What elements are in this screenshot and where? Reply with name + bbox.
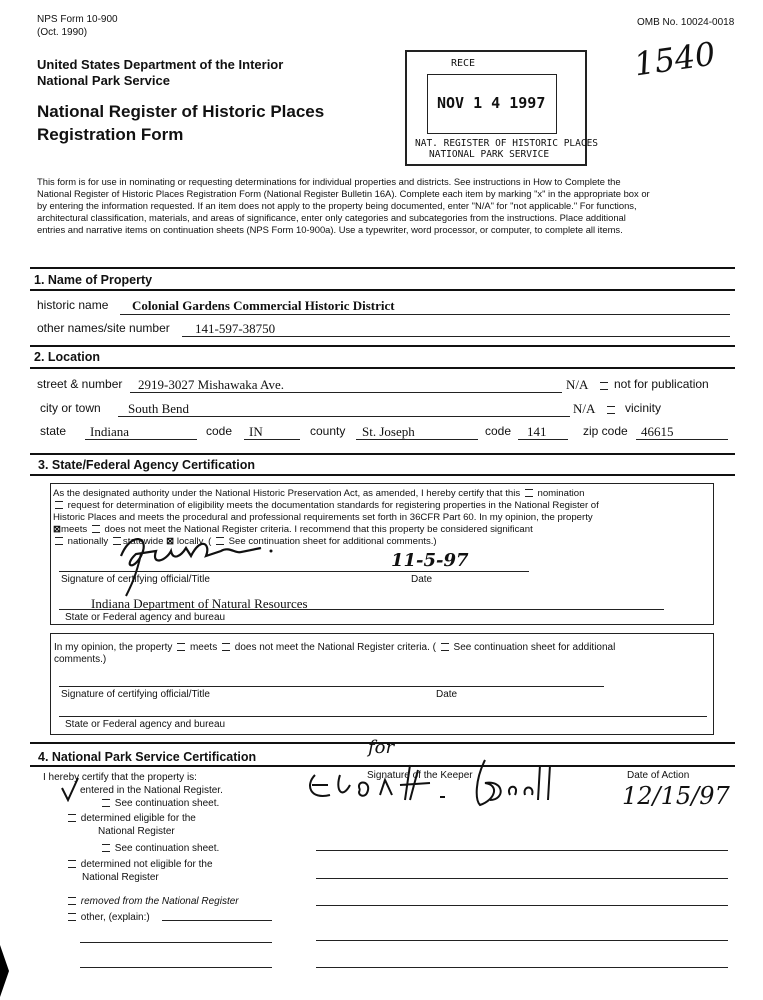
not-for-publication-checkbox[interactable]	[600, 382, 608, 390]
see-cont-1: See continuation sheet.	[100, 798, 219, 810]
agency-label-2: State or Federal agency and bureau	[65, 719, 226, 730]
received-stamp	[405, 50, 599, 166]
keeper-signature	[300, 755, 560, 815]
instructions: This form is for use in nominating or requesting determinations for individual properties and districts. See instructions in How to Complete the National Register of Historic Places Registration Form (National Register Bulletin 16A). Complete each item by marking "x" in the appropriate box or by entering the information requested. If an item does not apply to the property being documented, enter "N/A" for "not applicable." For functions, architectural classification, materials, and areas of significance, enter only categories and subcategories from the instructions. Place additional entries and narrative items on continuation sheets (NPS Form 10-900a). Use a typewriter, word processor, or computer, to complete all items.	[37, 176, 650, 235]
date-label-2: Date	[436, 689, 458, 700]
section-3-heading: 3. State/Federal Agency Certification	[38, 458, 255, 472]
state-official-signature	[111, 526, 281, 601]
form-number: NPS Form 10-900	[37, 14, 118, 25]
cert-line-4: ⊠meets does not meet the National Register criteria. I recommend that this property be considered significant	[53, 524, 533, 535]
county-code-value[interactable]: 141	[527, 424, 547, 439]
date-label: Date	[411, 574, 433, 585]
keeper-label: Signature of the Keeper	[367, 770, 473, 781]
stamp-top: RECE	[451, 58, 476, 69]
state-value[interactable]: Indiana	[90, 424, 129, 439]
opinion-comments: comments.)	[54, 654, 107, 665]
not-eligible-label: determined not eligible for the	[66, 859, 213, 871]
street-label: street & number	[37, 377, 123, 391]
nps-intro: I hereby certify that the property is:	[43, 772, 197, 783]
opinion-line: In my opinion, the property meets does not meet the National Register criteria. ( See continuation sheet for additional	[54, 642, 616, 653]
opinion-box	[50, 633, 714, 735]
date-of-action-value: 12/15/97	[622, 782, 730, 810]
eligible-label: determined eligible for the	[66, 813, 196, 825]
other-names-label: other names/site number	[37, 321, 170, 335]
divider	[30, 345, 735, 347]
cert-line-5: nationally statewide ⊠ locally. ( See continuation sheet for additional comments.)	[53, 536, 437, 548]
section-2-heading: 2. Location	[34, 350, 100, 364]
zip-label: zip code	[583, 424, 628, 438]
date-of-action-label: Date of Action	[627, 770, 690, 781]
street-value[interactable]: 2919-3027 Mishawaka Ave.	[138, 377, 284, 392]
not-for-publication-label: not for publication	[614, 377, 709, 391]
other-names-value[interactable]: 141-597-38750	[195, 321, 276, 336]
stamp-bottom-2: NATIONAL PARK SERVICE	[429, 149, 550, 160]
form-title-line1: National Register of Historic Places	[37, 102, 325, 121]
form-title-line2: Registration Form	[37, 125, 184, 144]
divider	[30, 289, 735, 291]
county-code-label: code	[485, 424, 512, 438]
vicinity-label: vicinity	[625, 401, 662, 415]
entered-label: entered in the National Register.	[80, 785, 223, 796]
not-eligible-label-2: National Register	[82, 872, 159, 883]
signature-label: Signature of certifying official/Title	[61, 574, 210, 585]
section-4-heading: 4. National Park Service Certification	[38, 750, 257, 764]
other-label: other, (explain:)	[66, 912, 150, 924]
state-code-value[interactable]: IN	[249, 424, 263, 439]
checkmark-icon	[60, 776, 80, 802]
for-mark: for	[368, 737, 395, 758]
state-signature-date: 11-5-97	[391, 550, 469, 571]
street-na: N/A	[566, 377, 589, 392]
zip-value[interactable]: 46615	[641, 424, 674, 439]
city-na: N/A	[573, 401, 596, 416]
city-value[interactable]: South Bend	[128, 401, 190, 416]
agency: National Park Service	[37, 73, 170, 88]
divider	[30, 267, 735, 269]
divider	[30, 367, 735, 369]
form-date: (Oct. 1990)	[37, 27, 88, 38]
state-agency-label: State or Federal agency and bureau	[65, 612, 226, 623]
vicinity-checkbox[interactable]	[607, 406, 615, 414]
section-1-heading: 1. Name of Property	[34, 273, 153, 287]
scan-artifact	[0, 945, 9, 997]
state-agency-value[interactable]: Indiana Department of Natural Resources	[91, 596, 308, 611]
signature-label-2: Signature of certifying official/Title	[61, 689, 210, 700]
department: United States Department of the Interior	[37, 57, 284, 72]
state-certification-box	[50, 483, 714, 625]
handwritten-number: 1540	[631, 34, 718, 84]
see-cont-2: See continuation sheet.	[100, 843, 219, 855]
historic-name-value[interactable]: Colonial Gardens Commercial Historic District	[132, 298, 395, 313]
county-label: county	[310, 424, 346, 438]
cert-line-3: Historic Places and meets the procedural and professional requirements set forth in 36CFR Part 60. In my opinion, the property	[53, 512, 593, 523]
cert-line-1: As the designated authority under the National Historic Preservation Act, as amended, I hereby certify that this nomination	[53, 488, 585, 499]
county-value[interactable]: St. Joseph	[362, 424, 415, 439]
divider	[30, 474, 735, 476]
historic-name-label: historic name	[37, 298, 109, 312]
state-label: state	[40, 424, 67, 438]
state-code-label: code	[206, 424, 233, 438]
stamp-date: NOV 1 4 1997	[437, 94, 546, 112]
stamp-bottom-1: NAT. REGISTER OF HISTORIC PLACES	[415, 138, 599, 149]
eligible-label-2: National Register	[98, 826, 175, 837]
cert-line-2: request for determination of eligibility meets the documentation standards for registering properties in the National Register of	[53, 500, 599, 512]
city-label: city or town	[40, 401, 101, 415]
removed-label: removed from the National Register	[66, 896, 239, 908]
divider	[30, 453, 735, 455]
omb-number: OMB No. 10024-0018	[637, 17, 735, 28]
